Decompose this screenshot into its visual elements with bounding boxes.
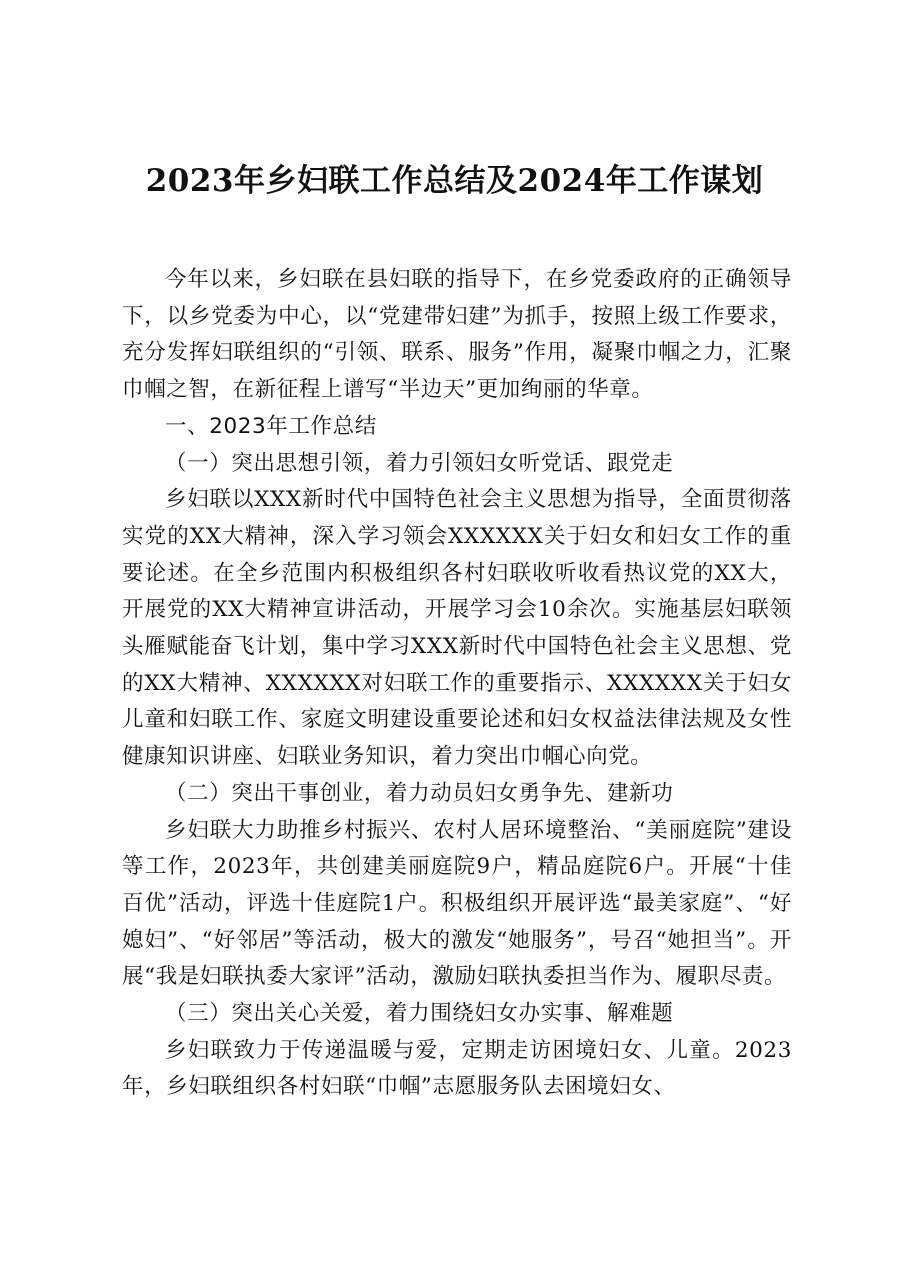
subsection-heading-3: （三）突出关心关爱，着力围绕妇女办实事、解难题 [165,1001,674,1027]
intro-paragraph: 今年以来，乡妇联在县妇联的指导下，在乡党委政府的正确领导下，以乡党委为中心，以“党建带妇建”为抓手，按照上级工作要求，充分发挥妇联组织的“引领、联系、服务”作用，凝聚巾帼之力，汇聚巾帼之智，在新征程上谱写“半边天”更加绚丽的华章。 [122,267,792,403]
subsection-heading-1: （一）突出思想引领，着力引领妇女听党话、跟党走 [165,450,674,476]
subsection-body-2: 乡妇联大力助推乡村振兴、农村人居环境整治、“美丽庭院”建设等工作，2023年，共创建美丽庭院9户，精品庭院6户。开展“十佳百优”活动，评选十佳庭院1户。积极组织开展评选“最美家庭”、“好媳妇”、“好邻居”等活动，极大的激发“她服务”，号召“她担当”。开展“我是妇联执委大家评”活动，激励妇联执委担当作为、履职尽责。 [122,817,792,990]
document-title: 2023年乡妇联工作总结及2024年工作谋划 [145,163,764,199]
section-heading-summary: 一、2023年工作总结 [165,413,377,439]
subsection-heading-2: （二）突出干事创业，着力动员妇女勇争先、建新功 [165,780,674,806]
subsection-body-3: 乡妇联致力于传递温暖与爱，定期走访困境妇女、儿童。2023年，乡妇联组织各村妇联“巾帼”志愿服务队去困境妇女、 [122,1037,792,1100]
subsection-body-1: 乡妇联以XXX新时代中国特色社会主义思想为指导，全面贯彻落实党的XX大精神，深入学习领会XXXXXX关于妇女和妇女工作的重要论述。在全乡范围内积极组织各村妇联收听收看热议党的XX大，开展党的XX大精神宣讲活动，开展学习会10余次。实施基层妇联领头雁赋能奋飞计划，集中学习XXX新时代中国特色社会主义思想、党的XX大精神、XXXXXX对妇联工作的重要指示、XXXXXX关于妇女儿童和妇联工作、家庭文明建设重要论述和妇女权益法律法规及女性健康知识讲座、妇联业务知识，着力突出巾帼心向党。 [122,487,792,770]
document-body [122,262,792,1106]
